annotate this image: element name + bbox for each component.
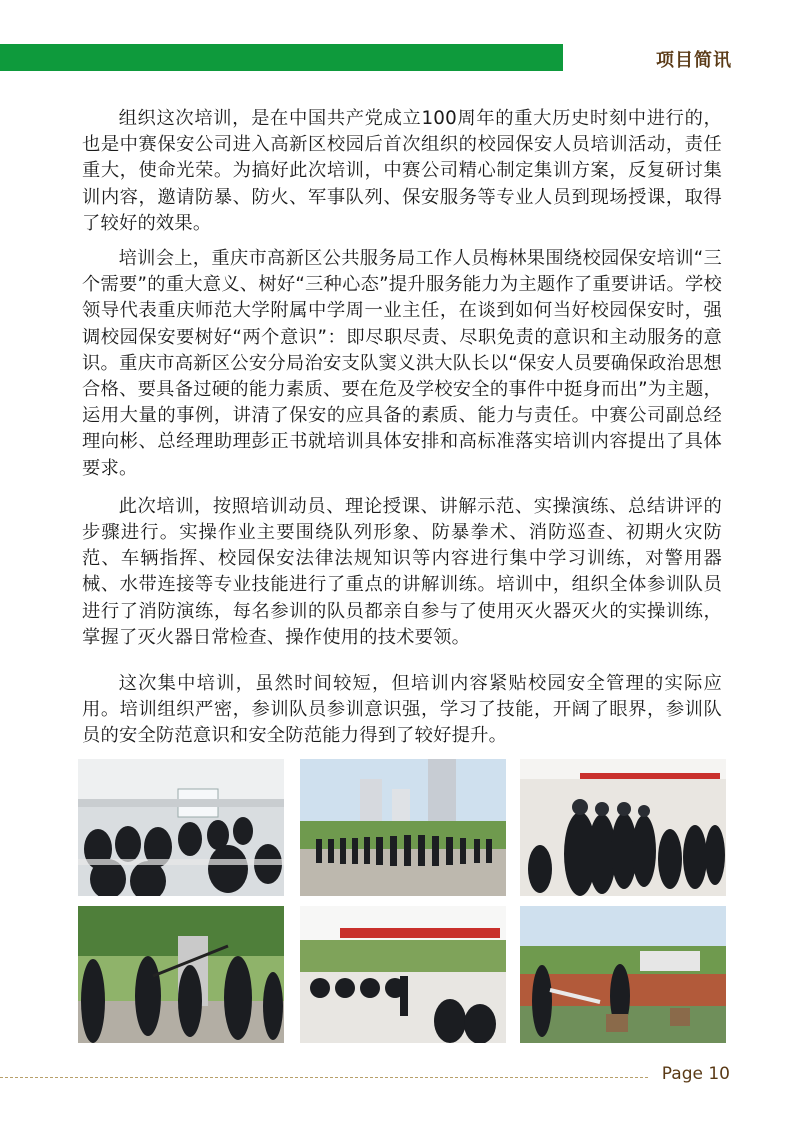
photo-fire-drill (520, 906, 726, 1043)
photo-classroom-lecture (78, 759, 284, 896)
article-body (82, 106, 722, 750)
paragraph-2: 培训会上，重庆市高新区公共服务局工作人员梅林果围绕校园保安培训“三个需要”的重大意义、树好“三种心态”提升服务能力为主题作了重要讲话。学校领导代表重庆师范大学附属中学周一业主任，在谈到如何当好校园保安时，强调校园保安要树好“两个意识”：即尽职尽责、尽职免责的意识和主动服务的意识。重庆市高新区公安分局治安支队窦义洪大队长以“保安人员要确保政治思想合格、要具备过硬的能力素质、要在危及学校安全的事件中挺身而出”为主题，运用大量的事例，讲清了保安的应具备的素质、能力与责任。中赛公司副总经理向彬、总经理助理彭正书就培训具体安排和高标准落实培训内容提出了具体要求。 (82, 248, 722, 479)
photo-guards-indoor (520, 759, 726, 896)
photo-outdoor-formation (300, 759, 506, 896)
section-title: 项目简讯 (656, 50, 732, 71)
footer-divider (0, 1077, 648, 1078)
paragraph-3: 此次培训，按照培训动员、理论授课、讲解示范、实操演练、总结讲评的步骤进行。实操作业主要围绕队列形象、防暴拳术、消防巡查、初期火灾防范、车辆指挥、校园保安法律法规知识等内容进行集中学习训练，对警用器械、水带连接等专业技能进行了重点的讲解训练。培训中，组织全体参训队员进行了消防演练，每名参训的队员都亲自参与了使用灭火器灭火的实操训练，掌握了灭火器日常检查、操作使用的技术要领。 (82, 495, 722, 648)
paragraph-4: 这次集中培训，虽然时间较短，但培训内容紧贴校园安全管理的实际应用。培训组织严密，参训队员参训意识强，学习了技能，开阔了眼界，参训队员的安全防范意识和安全防范能力得到了较好提升。 (82, 673, 722, 747)
photo-shelter-training (300, 906, 506, 1043)
page-number: Page 10 (661, 1064, 730, 1084)
photo-grid (78, 759, 728, 1043)
photo-baton-drill (78, 906, 284, 1043)
header-accent-bar (0, 44, 563, 71)
paragraph-1: 组织这次培训，是在中国共产党成立100周年的重大历史时刻中进行的，也是中赛保安公司进入高新区校园后首次组织的校园保安人员培训活动，责任重大，使命光荣。为搞好此次培训，中赛公司精心制定集训方案，反复研讨集训内容，邀请防暴、防火、军事队列、保安服务等专业人员到现场授课，取得了较好的效果。 (82, 108, 722, 234)
